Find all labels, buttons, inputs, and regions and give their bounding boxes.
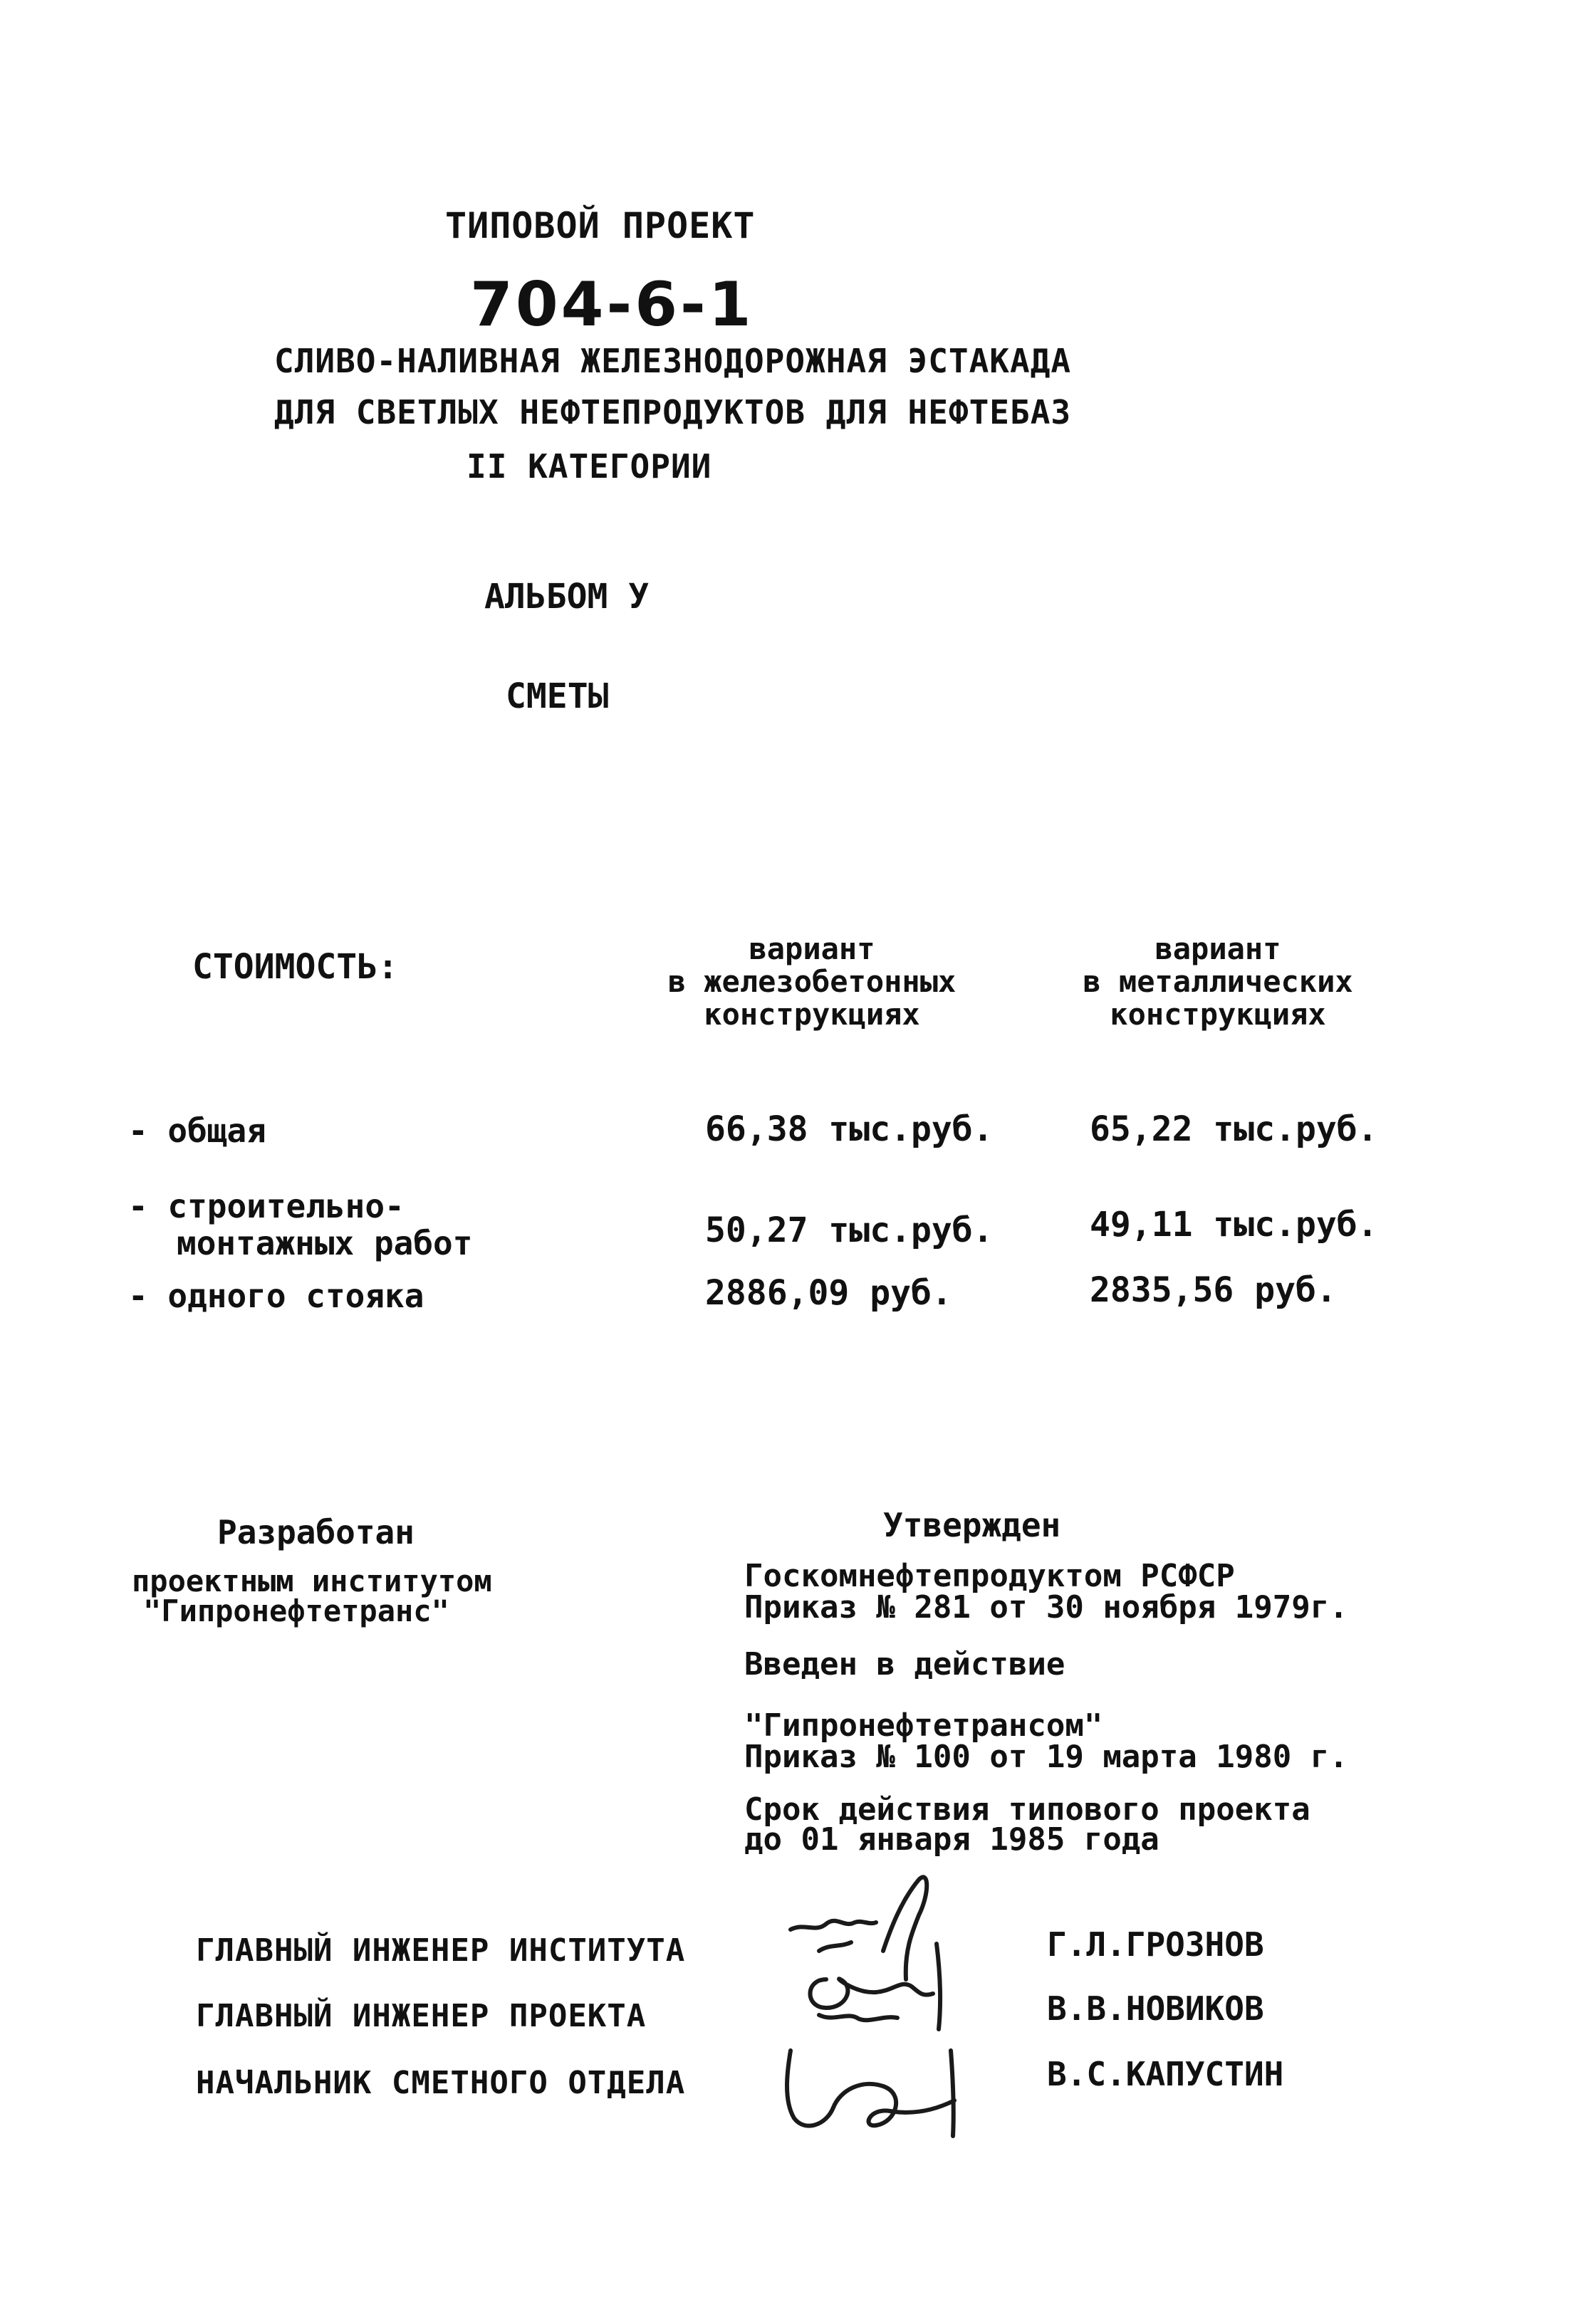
approved-title: Утвержден (883, 1506, 1061, 1544)
cost-value-concrete-total: 66,38 тыс.руб. (705, 1109, 994, 1149)
approved-line-4: "Гипронефтетрансом" (744, 1707, 1103, 1744)
cost-row-label-line: - строительно- (128, 1187, 405, 1225)
signature-stroke (791, 1921, 876, 1930)
column-header-line: в железобетонных (667, 964, 957, 999)
approved-line-5: Приказ № 100 от 19 марта 1980 г. (744, 1739, 1348, 1775)
signature-name-2: В.В.НОВИКОВ (1047, 1989, 1264, 2028)
approved-line-3: Введен в действие (744, 1646, 1065, 1682)
column-header-line: конструкциях (704, 997, 920, 1032)
cost-row-label-line: монтажных работ (177, 1224, 473, 1262)
signature-stroke (883, 1877, 927, 1979)
approved-line-6: Срок действия типового проекта (744, 1791, 1310, 1828)
album-label: АЛЬБОМ У (484, 577, 650, 617)
cost-row-label-riser: - одного стояка (128, 1277, 424, 1315)
column-header-line: в металлических (1083, 964, 1353, 999)
signature-position-3: НАЧАЛЬНИК СМЕТНОГО ОТДЕЛА (196, 2065, 686, 2101)
project-type-label: ТИПОВОЙ ПРОЕКТ (445, 205, 756, 246)
approved-line-2: Приказ № 281 от 30 ноября 1979г. (744, 1589, 1348, 1626)
signature-name-3: В.С.КАПУСТИН (1047, 2055, 1284, 2093)
column-header-metal (1018, 933, 1417, 1031)
cost-value-concrete-construction: 50,27 тыс.руб. (705, 1210, 994, 1250)
signature-stroke (937, 1944, 940, 2029)
approved-line-1: Госкомнефтепродуктом РСФСР (744, 1558, 1235, 1594)
cost-row-label-construction (128, 1188, 472, 1262)
signature-stroke (951, 2051, 954, 2136)
handwritten-signatures (776, 1873, 997, 2143)
cost-row-label-total: - общая (128, 1111, 266, 1150)
signature-stroke (819, 1942, 851, 1951)
signature-stroke (787, 2051, 954, 2126)
project-title-line-1: СЛИВО-НАЛИВНАЯ ЖЕЛЕЗНОДОРОЖНАЯ ЭСТАКАДА (274, 342, 1072, 380)
signature-stroke (819, 2015, 897, 2020)
cost-value-concrete-riser: 2886,09 руб. (705, 1273, 952, 1313)
column-header-line: вариант (1155, 931, 1281, 966)
developed-line: "Гипронефтетранс" (143, 1593, 449, 1628)
project-title-line-2: ДЛЯ СВЕТЛЫХ НЕФТЕПРОДУКТОВ ДЛЯ НЕФТЕБАЗ (274, 393, 1072, 431)
signature-name-1: Г.Л.ГРОЗНОВ (1047, 1925, 1264, 1964)
cost-value-metal-total: 65,22 тыс.руб. (1090, 1109, 1378, 1149)
signature-position-1: ГЛАВНЫЙ ИНЖЕНЕР ИНСТИТУТА (196, 1932, 686, 1969)
signature-stroke (811, 1979, 934, 2008)
cost-value-metal-construction: 49,11 тыс.руб. (1090, 1205, 1378, 1245)
cost-value-metal-riser: 2835,56 руб. (1090, 1270, 1337, 1310)
column-header-line: конструкциях (1110, 997, 1326, 1032)
project-title-line-3: II КАТЕГОРИИ (467, 447, 712, 486)
developed-line: проектным институтом (132, 1564, 492, 1598)
developed-title: Разработан (217, 1513, 415, 1551)
column-header-line: вариант (749, 931, 875, 966)
section-label: СМЕТЫ (506, 676, 609, 716)
cost-label: СТОИМОСТЬ: (192, 947, 398, 987)
approved-line-7: до 01 января 1985 года (744, 1821, 1159, 1858)
developed-text (132, 1566, 492, 1626)
signature-position-2: ГЛАВНЫЙ ИНЖЕНЕР ПРОЕКТА (196, 1998, 647, 2034)
project-number: 704-6-1 (470, 269, 754, 340)
column-header-concrete (627, 933, 997, 1031)
